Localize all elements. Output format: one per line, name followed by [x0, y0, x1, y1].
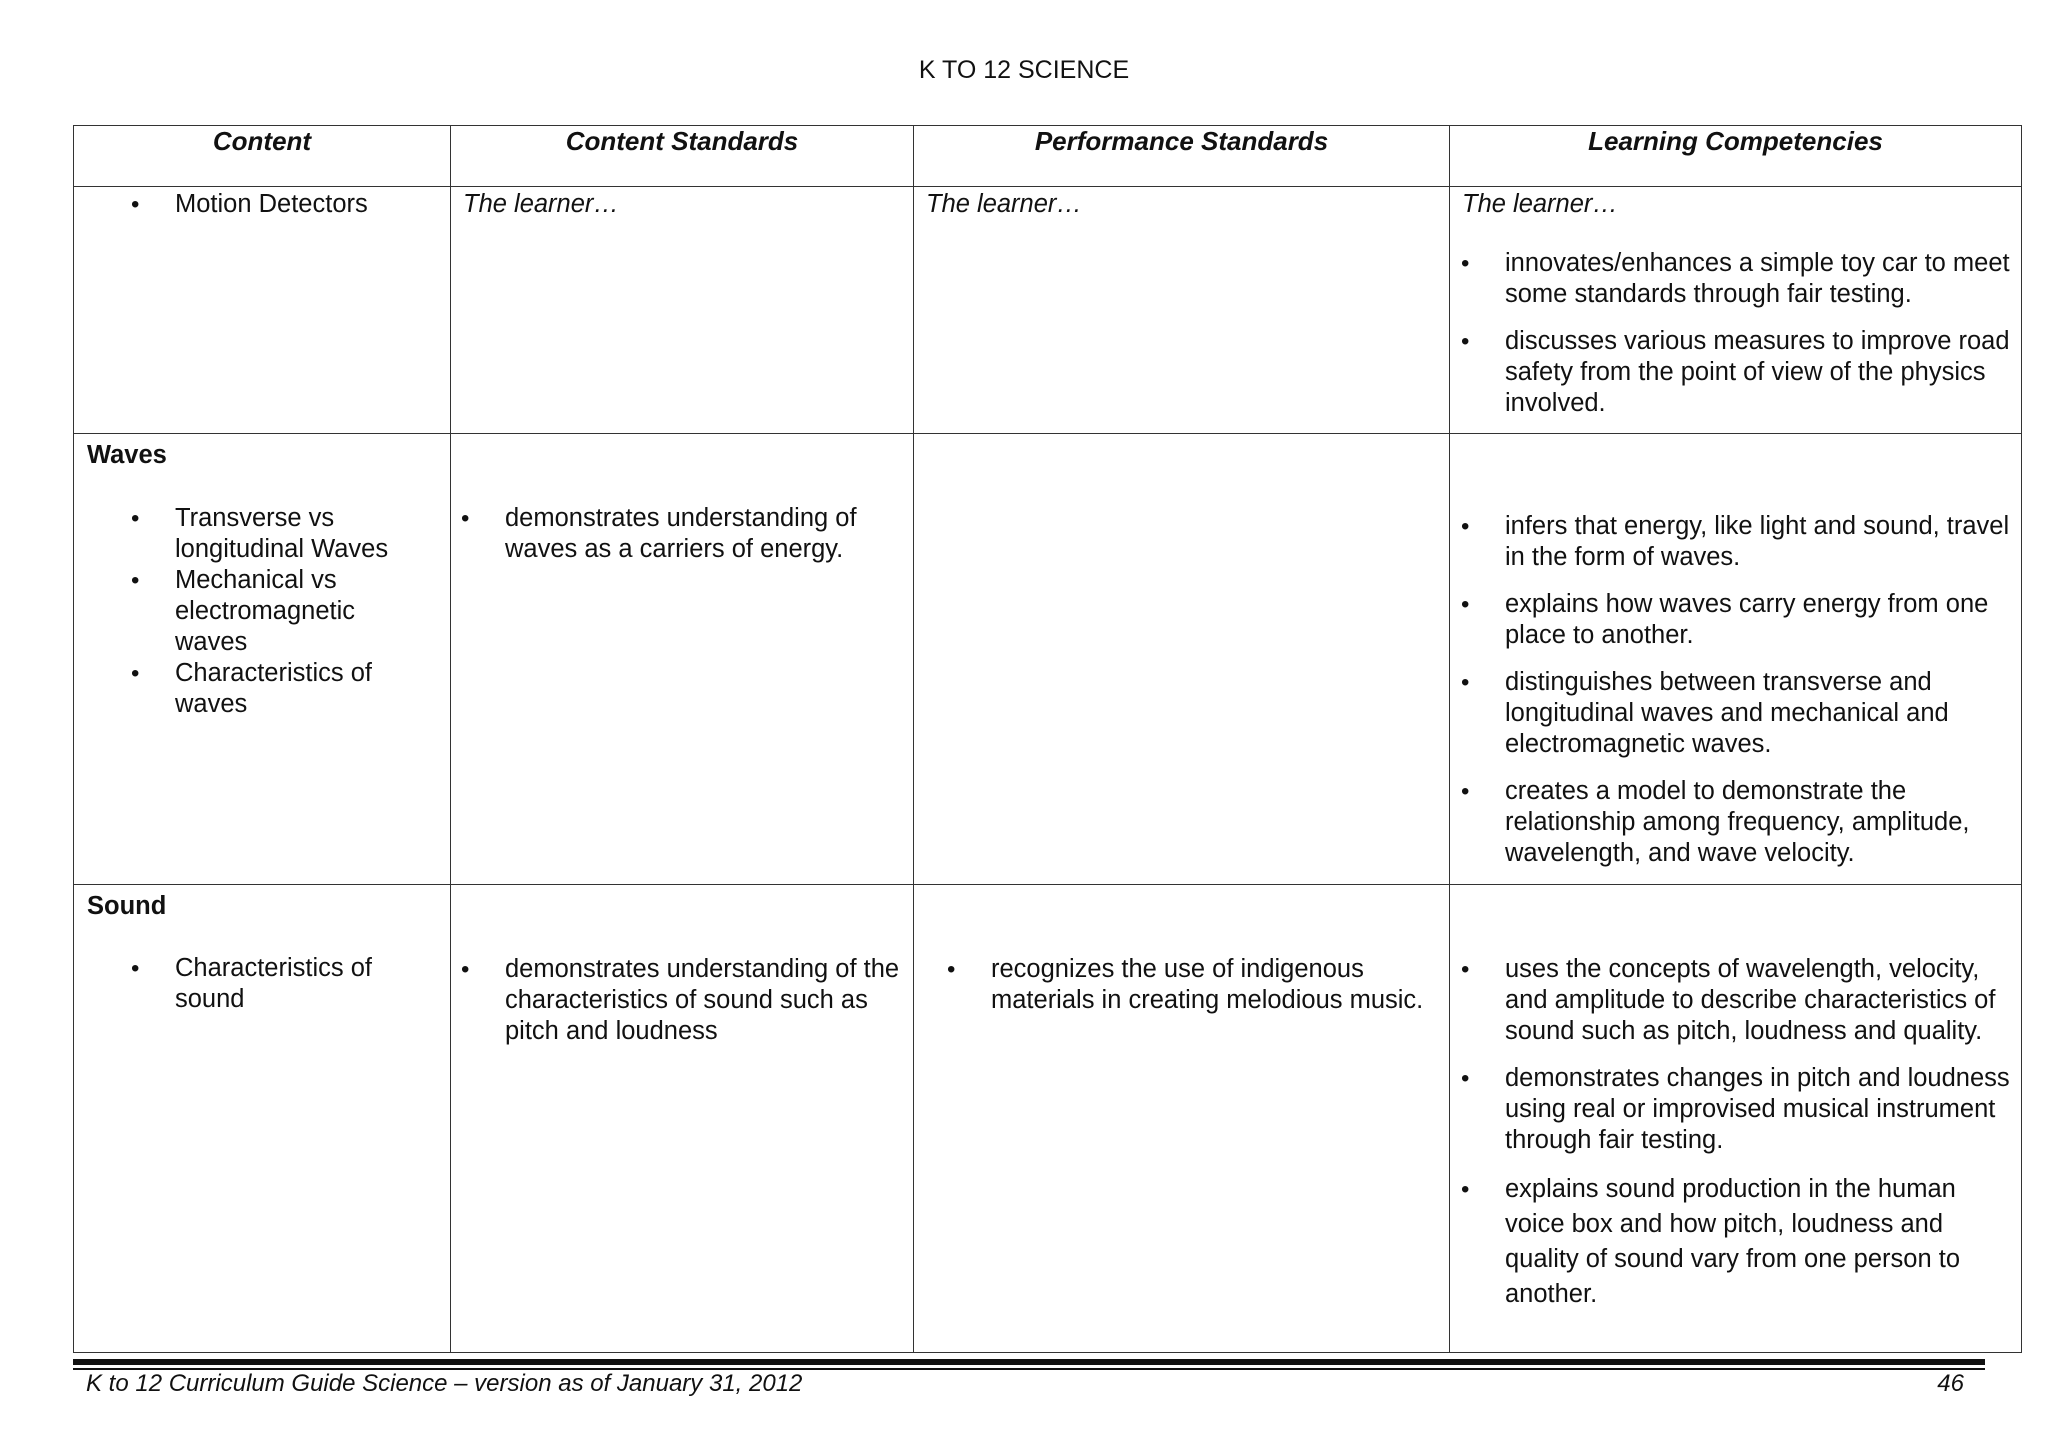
performance-standards-cell [914, 885, 1450, 1353]
competency-item: • innovates/enhances a simple toy car to meet some standards through fair testing. [1505, 248, 2011, 310]
content-standards-cell [451, 434, 914, 885]
competency-item: • discusses various measures to improve road safety from the point of view of the physics involved. [1505, 326, 2011, 419]
column-header-content-standards: Content Standards [451, 126, 914, 187]
column-header-learning-competencies: Learning Competencies [1450, 126, 2022, 187]
content-item: • Characteristics of waves [175, 658, 430, 720]
competency-item: • creates a model to demonstrate the relationship among frequency, amplitude, wavelength, and wave velocity. [1505, 776, 2011, 869]
content-cell [74, 187, 451, 434]
footer-rule-thick [73, 1359, 1985, 1365]
table-header-row [74, 126, 2022, 187]
learning-competencies-cell [1450, 434, 2022, 885]
column-header-performance-standards: Performance Standards [914, 126, 1450, 187]
learner-intro: The learner… [1462, 190, 1618, 218]
competency-item: • uses the concepts of wavelength, velocity, and amplitude to describe characteristics of sound such as pitch, loudness and quality. [1505, 954, 2011, 1047]
standard-item: • demonstrates understanding of the characteristics of sound such as pitch and loudness [505, 954, 903, 1047]
curriculum-table [73, 125, 2022, 1353]
table-row [74, 187, 2022, 434]
competency-item: • demonstrates changes in pitch and loudness using real or improvised musical instrument through fair testing. [1505, 1063, 2011, 1156]
competency-item: • explains sound production in the human voice box and how pitch, loudness and quality of sound vary from one person to another. [1505, 1172, 2011, 1312]
learner-intro: The learner… [926, 190, 1082, 218]
learning-competencies-cell [1450, 885, 2022, 1353]
performance-item: • recognizes the use of indigenous materials in creating melodious music. [991, 954, 1429, 1016]
section-title-waves: Waves [87, 441, 167, 469]
column-header-content: Content [74, 126, 451, 187]
content-item: • Motion Detectors [175, 189, 430, 220]
footer-page-number: 46 [1937, 1370, 1964, 1397]
content-cell [74, 885, 451, 1353]
performance-standards-cell [914, 187, 1450, 434]
content-item: • Characteristics of sound [175, 953, 430, 1015]
section-title-sound: Sound [87, 892, 167, 920]
learner-intro: The learner… [463, 190, 619, 218]
table-row [74, 434, 2022, 885]
learning-competencies-cell [1450, 187, 2022, 434]
page-header-title: K TO 12 SCIENCE [918, 56, 1130, 84]
content-cell [74, 434, 451, 885]
content-item: • Mechanical vs electromagnetic waves [175, 565, 430, 658]
content-standards-cell [451, 187, 914, 434]
footer-document-info: K to 12 Curriculum Guide Science – version as of January 31, 2012 [86, 1370, 803, 1397]
content-standards-cell [451, 885, 914, 1353]
competency-item: • infers that energy, like light and sound, travel in the form of waves. [1505, 511, 2011, 573]
table-row [74, 885, 2022, 1353]
content-item: • Transverse vs longitudinal Waves [175, 503, 430, 565]
competency-item: • explains how waves carry energy from one place to another. [1505, 589, 2011, 651]
competency-item: • distinguishes between transverse and longitudinal waves and mechanical and electromagnetic waves. [1505, 667, 2011, 760]
performance-standards-cell [914, 434, 1450, 885]
standard-item: • demonstrates understanding of waves as a carriers of energy. [505, 503, 903, 565]
